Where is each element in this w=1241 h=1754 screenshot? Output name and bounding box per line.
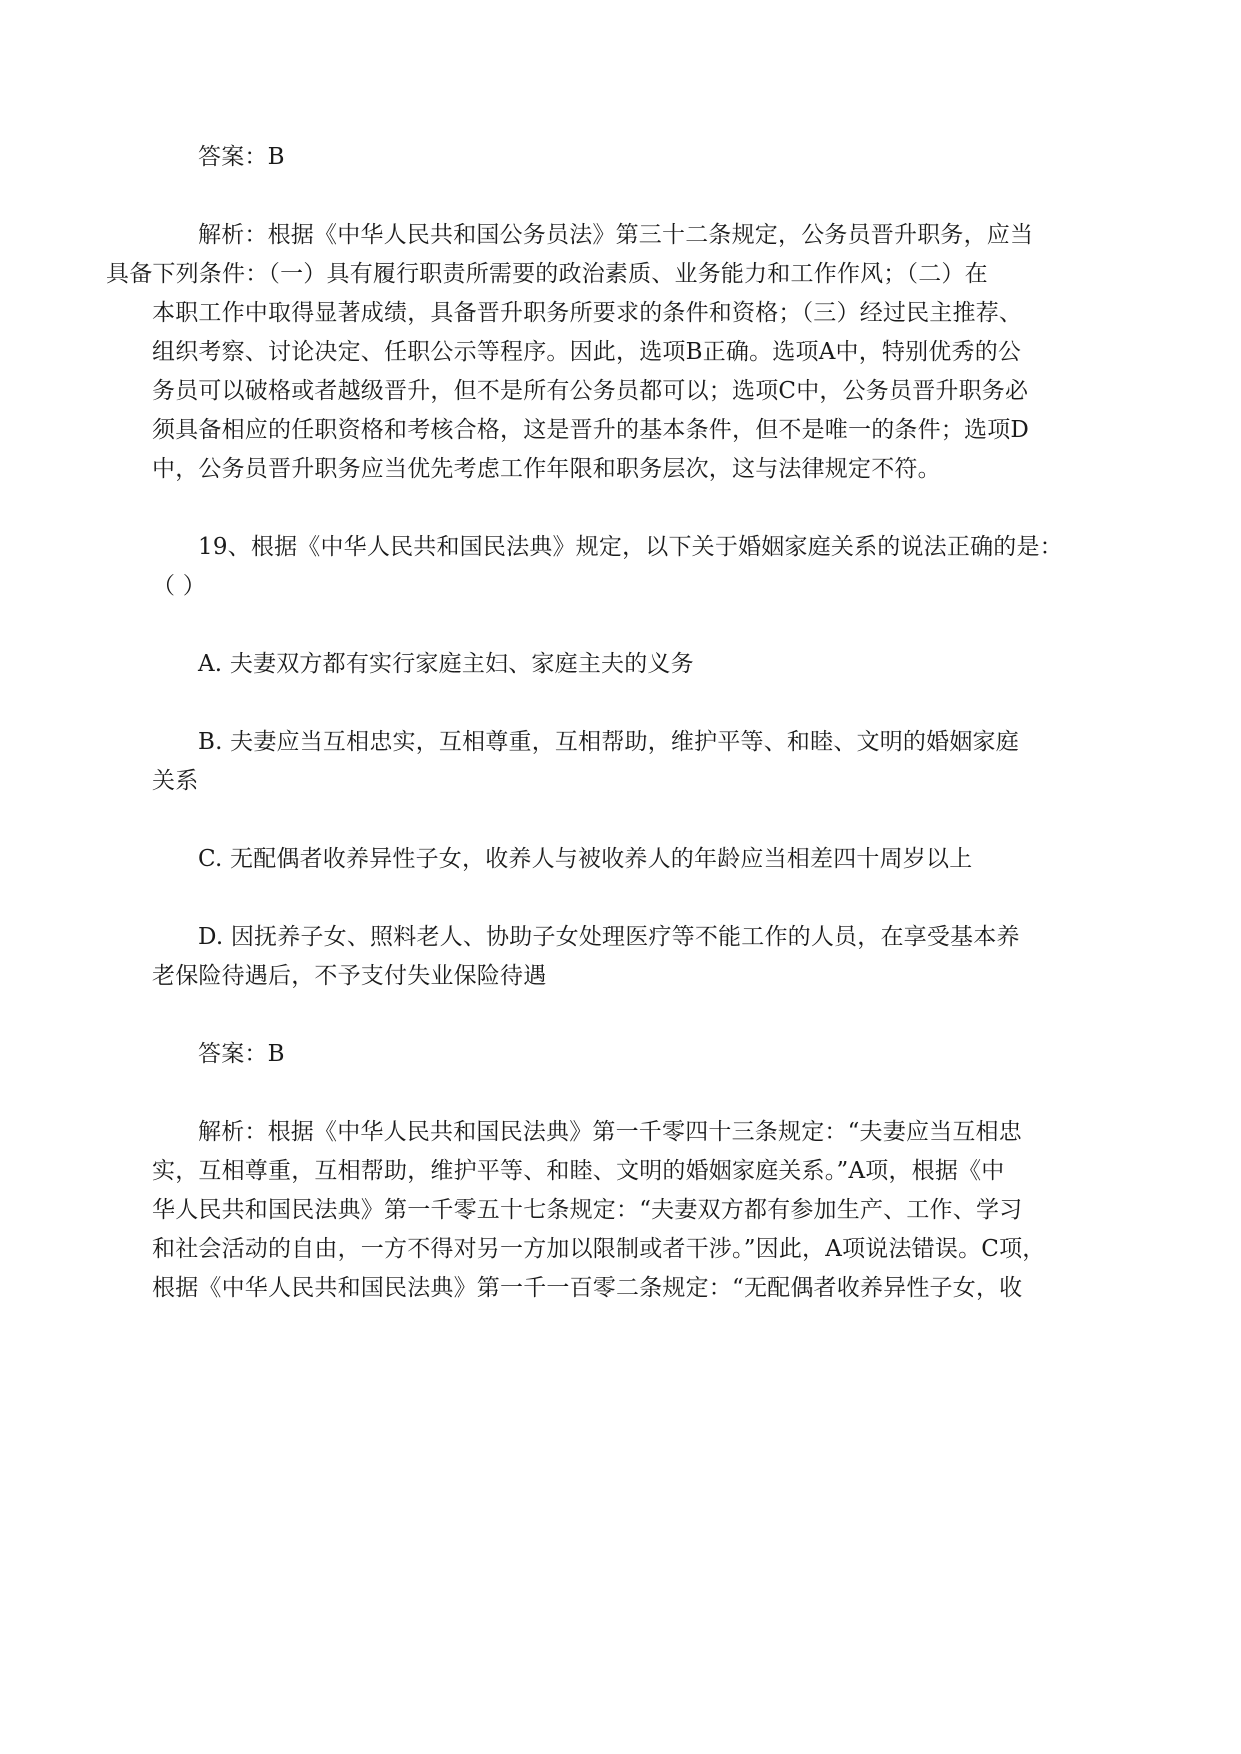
- text-line: 和社会活动的自由，一方不得对另一方加以限制或者干涉。”因此，A项说法错误。C项，: [152, 1236, 1046, 1262]
- text-line: 答案：B: [198, 144, 285, 170]
- option-c: [152, 840, 1088, 879]
- option-d: [152, 918, 1088, 996]
- text-line: 解析：根据《中华人民共和国公务员法》第三十二条规定，公务员晋升职务，应当: [198, 222, 1034, 248]
- text-line: 关系: [152, 768, 199, 794]
- option-a: [152, 645, 1088, 684]
- text-line: C. 无配偶者收养异性子女，收养人与被收养人的年龄应当相差四十周岁以上: [198, 846, 973, 872]
- explanation-paragraph: [152, 1113, 1088, 1308]
- text-line: 实，互相尊重，互相帮助，维护平等、和睦、文明的婚姻家庭关系。”A项，根据《中: [152, 1158, 1005, 1184]
- answer-line: [152, 1035, 1088, 1074]
- text-line: 华人民共和国民法典》第一千零五十七条规定：“夫妻双方都有参加生产、工作、学习: [152, 1197, 1023, 1223]
- text-line: 根据《中华人民共和国民法典》第一千一百零二条规定：“无配偶者收养异性子女，收: [152, 1275, 1023, 1301]
- option-b: [152, 723, 1088, 801]
- text-line: 务员可以破格或者越级晋升，但不是所有公务员都可以；选项C中，公务员晋升职务必: [152, 378, 1029, 404]
- text-line: B. 夫妻应当互相忠实，互相尊重，互相帮助，维护平等、和睦、文明的婚姻家庭: [198, 729, 1019, 755]
- question-stem: [152, 528, 1088, 606]
- text-line: 具备下列条件：（一）具有履行职责所需要的政治素质、业务能力和工作作风；（二）在: [106, 261, 988, 287]
- text-line: D. 因抚养子女、照料老人、协助子女处理医疗等不能工作的人员，在享受基本养: [198, 924, 1020, 950]
- text-line: 解析：根据《中华人民共和国民法典》第一千零四十三条规定：“夫妻应当互相忠: [198, 1119, 1022, 1145]
- text-line: 中，公务员晋升职务应当优先考虑工作年限和职务层次，这与法律规定不符。: [152, 456, 941, 482]
- text-line: 本职工作中取得显著成绩，具备晋升职务所要求的条件和资格；（三）经过民主推荐、: [152, 300, 1023, 326]
- answer-line: [152, 138, 1088, 177]
- text-line: 须具备相应的任职资格和考核合格，这是晋升的基本条件，但不是唯一的条件；选项D: [152, 417, 1030, 443]
- text-line: 老保险待遇后，不予支付失业保险待遇: [152, 963, 547, 989]
- text-line: 19、根据《中华人民共和国民法典》规定，以下关于婚姻家庭关系的说法正确的是：: [198, 534, 1063, 560]
- explanation-paragraph: [106, 216, 1088, 489]
- text-line: 答案：B: [198, 1041, 285, 1067]
- text-line: 组织考察、讨论决定、任职公示等程序。因此，选项B正确。选项A中，特别优秀的公: [152, 339, 1022, 365]
- document-page: [106, 138, 1088, 1308]
- text-line: A. 夫妻双方都有实行家庭主妇、家庭主夫的义务: [198, 651, 694, 677]
- text-line: （ ）: [152, 573, 206, 599]
